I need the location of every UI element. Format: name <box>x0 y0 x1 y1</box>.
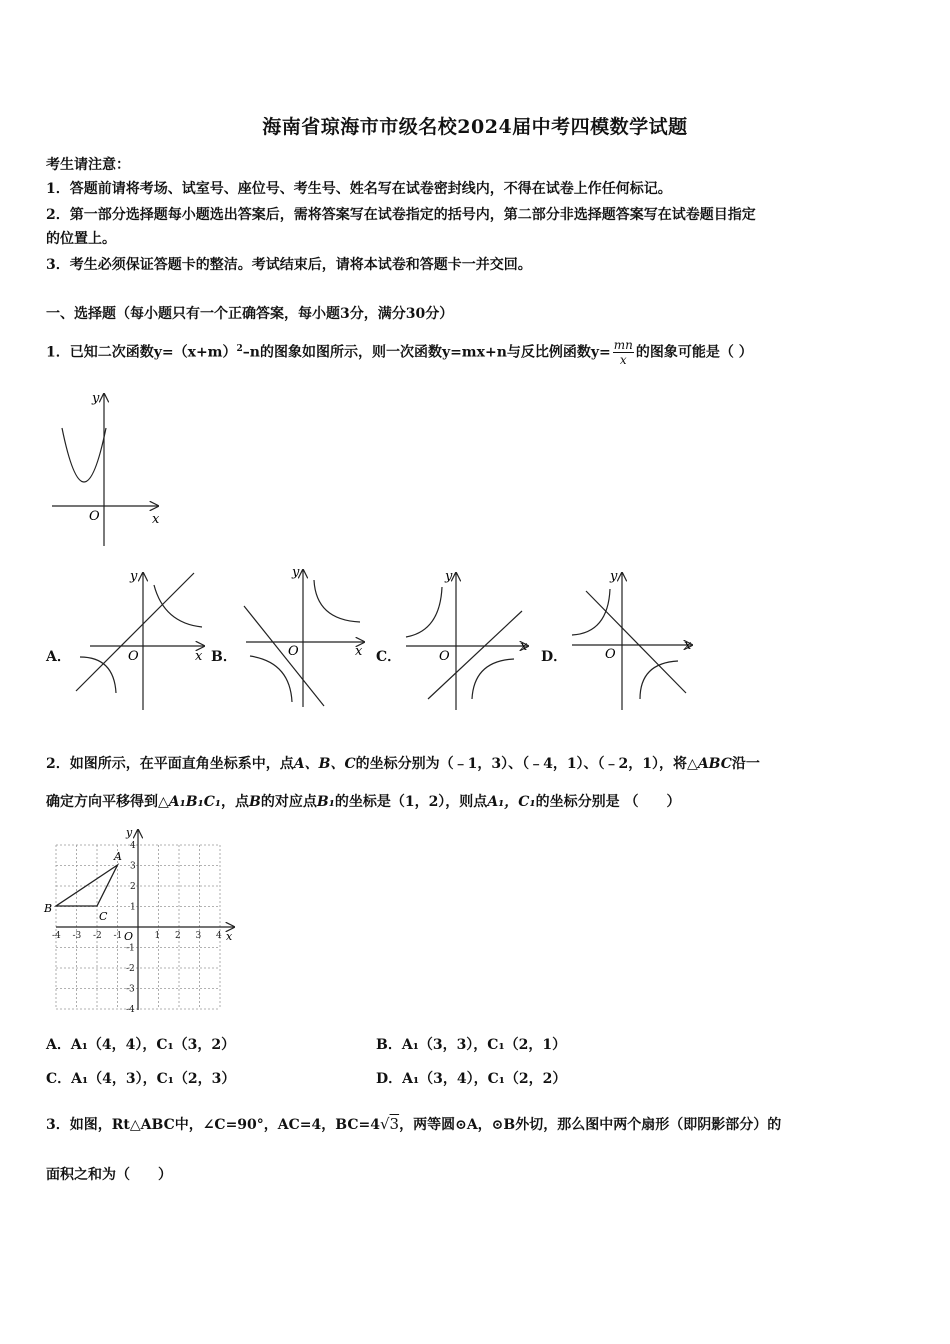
line-graph <box>586 591 686 693</box>
notice-item-3: 3．考生必须保证答题卡的整洁。考试结束后，请将本试卷和答题卡一并交回。 <box>46 257 532 273</box>
notice-heading: 考生请注意： <box>46 157 130 173</box>
x-tick-label: 1 <box>154 931 161 941</box>
x-tick-label: 4 <box>216 931 222 941</box>
triangle-abc <box>56 865 118 906</box>
x-label: x <box>355 644 363 659</box>
notice-item-1: 1．答题前请将考场、试室号、座位号、考生号、姓名写在试卷密封线内，不得在试卷上作任何标记。 <box>46 181 672 197</box>
parabola-curve <box>62 428 106 482</box>
q1-exponent: 2 <box>236 343 243 354</box>
x-tick-label: -2 <box>93 931 102 941</box>
y-tick-label: 2 <box>130 882 136 892</box>
q2-text: A、B、C <box>293 756 356 772</box>
line-graph <box>76 573 194 691</box>
hyperbola-branch-1 <box>314 580 360 622</box>
y-tick-label: -1 <box>126 943 135 954</box>
q2-option-c[interactable]: C．A₁（4，3），C₁（2，3） <box>46 1071 236 1087</box>
q1-text-part1: 1．已知二次函数y=（x+m） <box>46 344 237 361</box>
y-label: y <box>126 826 133 839</box>
origin-label: O <box>439 649 450 664</box>
point-b-label: B <box>44 902 53 915</box>
q1-fraction-numerator: mn <box>613 338 633 352</box>
hyperbola-branch-2 <box>250 656 292 702</box>
x-tick-label: -4 <box>52 931 61 941</box>
q2-text: ABC <box>697 756 732 772</box>
q2-option-b[interactable]: B．A₁（3，3），C₁（2，1） <box>376 1037 567 1053</box>
y-label: y <box>445 569 453 584</box>
y-label: y <box>292 565 300 580</box>
q1-text-part3: 的图象可能是（ ） <box>635 344 753 361</box>
y-tick-label: -4 <box>126 1005 135 1014</box>
x-label: x <box>684 638 692 653</box>
question-2-line-1 <box>46 753 760 773</box>
x-tick-label: -1 <box>113 931 123 941</box>
q2-text: 2．如图所示，在平面直角坐标系中，点 <box>46 756 294 772</box>
q2-text: 的坐标分别为（﹣1，3）、（﹣4，1）、（﹣2，1），将△ <box>355 756 698 772</box>
x-label: x <box>195 649 203 664</box>
q1-option-d-label[interactable]: D． <box>541 649 568 665</box>
page-title: 海南省琼海市市级名校2024届中考四模数学试题 <box>262 116 688 138</box>
q1-parabola-graph <box>48 386 168 551</box>
section-heading: 一、选择题（每小题只有一个正确答案，每小题3分，满分30分） <box>46 306 454 322</box>
y-label: y <box>610 569 618 584</box>
question-1-text <box>46 338 753 367</box>
origin-label: O <box>89 509 100 524</box>
q2-text: 确定方向平移得到△ <box>46 794 169 810</box>
q2-text: B₁ <box>316 794 335 810</box>
q3-text: 3．如图，Rt△ABC中，∠C=90°，AC=4，BC=4 <box>46 1117 380 1133</box>
q2-text: ，点 <box>221 794 250 810</box>
origin-label: O <box>288 644 299 659</box>
question-3-line-2: 面积之和为（ ） <box>46 1167 172 1183</box>
question-3-line-1 <box>46 1114 781 1134</box>
y-tick-label: 4 <box>130 841 136 851</box>
line-graph <box>244 606 324 706</box>
hyperbola-branch-2 <box>640 661 678 699</box>
x-tick-label: 3 <box>195 931 202 941</box>
q1-option-a-graph[interactable] <box>70 565 210 713</box>
q1-option-b-label[interactable]: B． <box>211 649 237 665</box>
q2-text: A₁B₁C₁ <box>168 794 222 810</box>
hyperbola-branch-2 <box>80 657 116 693</box>
y-tick-label: 3 <box>130 861 136 872</box>
q2-text: B <box>249 794 261 810</box>
y-label: y <box>92 391 100 406</box>
x-label: x <box>520 639 528 654</box>
hyperbola-branch-2 <box>472 659 514 699</box>
notice-item-2: 2．第一部分选择题每小题选出答案后，需将答案写在试卷指定的括号内，第二部分非选择题答案写在试卷题目指定 <box>46 207 756 223</box>
q2-text: 的对应点 <box>260 794 317 810</box>
x-tick-label: 2 <box>175 931 181 941</box>
q2-option-a[interactable]: A．A₁（4，4），C₁（3，2） <box>46 1037 236 1053</box>
q1-fraction-denominator: x <box>619 353 627 367</box>
q2-grid-graph <box>42 824 242 1014</box>
q1-option-c-graph[interactable] <box>400 565 535 713</box>
x-label: x <box>226 930 233 943</box>
notice-item-2-cont: 的位置上。 <box>46 231 116 247</box>
hyperbola-branch-1 <box>406 587 442 637</box>
q2-text: 的坐标是（1，2），则点 <box>334 794 488 810</box>
sqrt-symbol: √3 <box>379 1115 400 1133</box>
y-tick-label: -2 <box>126 964 135 974</box>
q1-option-d-graph[interactable] <box>566 565 701 713</box>
y-tick-label: 1 <box>130 902 136 913</box>
y-tick-label: -3 <box>126 984 135 995</box>
origin-label: O <box>605 647 616 662</box>
point-a-label: A <box>114 850 122 863</box>
q3-text: ，两等圆⊙A，⊙B外切，那么图中两个扇形（即阴影部分）的 <box>399 1117 782 1133</box>
origin-label: O <box>124 930 134 943</box>
q2-text: 的坐标分别是 （ ） <box>535 794 681 810</box>
q1-option-b-graph[interactable] <box>236 562 371 712</box>
x-label: x <box>152 512 160 527</box>
q1-option-c-label[interactable]: C． <box>376 649 402 665</box>
q2-option-d[interactable]: D．A₁（3，4），C₁（2，2） <box>376 1071 567 1087</box>
point-c-label: C <box>99 910 108 923</box>
question-2-line-2 <box>46 791 680 811</box>
y-label: y <box>130 569 138 584</box>
q1-text-part2: –n的图象如图所示，则一次函数y=mx+n与反比例函数y= <box>242 344 611 361</box>
sqrt-radicand: 3 <box>389 1115 400 1133</box>
q1-option-a-label[interactable]: A． <box>46 649 71 665</box>
q1-fraction <box>613 338 634 367</box>
q2-text: A₁，C₁ <box>487 794 536 810</box>
origin-label: O <box>128 649 139 664</box>
x-tick-label: -3 <box>72 931 82 941</box>
q2-text: 沿一 <box>731 756 760 772</box>
